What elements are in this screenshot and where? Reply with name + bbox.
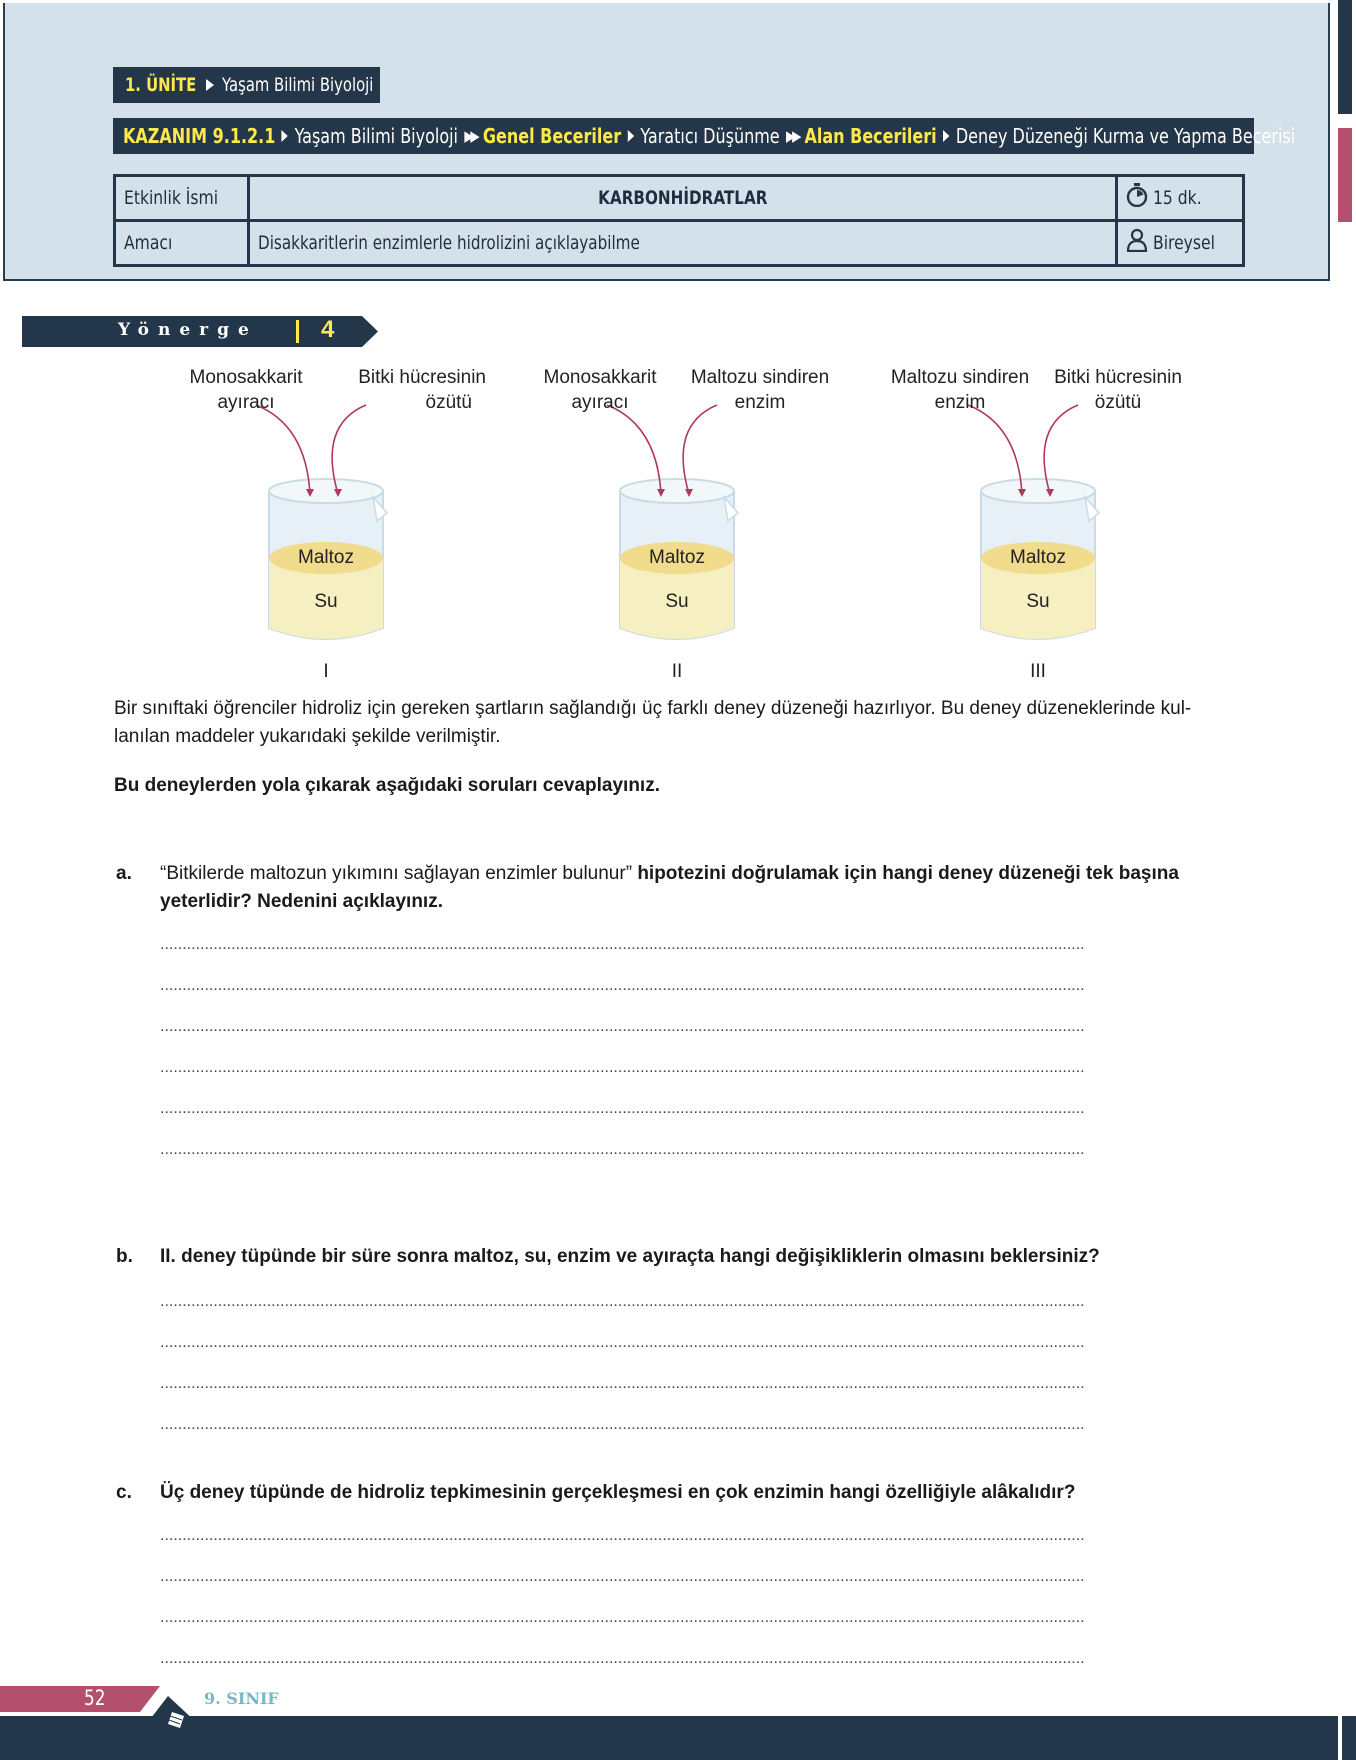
grade-label: 9. SINIF [204,1689,279,1708]
activity-name-label: Etkinlik İsmi [124,186,219,209]
label-line: özütü [1094,392,1142,413]
caret-right-icon [943,130,949,142]
answer-line[interactable]: ................................................................................................................................................................................................................ [160,1609,1085,1626]
caret-right-icon [282,130,288,142]
label-line: Monosakkarit [189,367,303,388]
intro-paragraph [114,695,1244,751]
purpose-text: Disakkaritlerin enzimlerle hidrolizini açıklayabilme [257,231,640,254]
activity-name: KARBONHİDRATLAR [597,186,767,209]
beaker-3-water: Su [1026,591,1050,612]
label-line: ayıracı [571,392,629,413]
setup-1-left-label [166,365,326,415]
label-line: enzim [734,392,786,413]
answer-area-a[interactable] [160,935,1226,1160]
setup-1-right-label [326,365,486,415]
label-line: Maltozu sindiren [890,367,1030,388]
unit-strip [113,67,380,103]
unit-label: 1. ÜNİTE [125,74,197,96]
beaker-rim [269,479,383,503]
intro-directive: Bu deneylerden yola çıkarak aşağıdaki soruları cevaplayınız. [114,775,660,796]
general-skill: Yaratıcı Düşünme [640,124,780,148]
purpose-cell [248,221,1116,266]
experiment-figure [0,365,1356,685]
question-a-bold: yeterlidir? Nedenini açıklayınız. [160,891,443,912]
footer [0,1686,1356,1760]
answer-line[interactable]: ................................................................................................................................................................................................................ [160,1100,1085,1117]
edge-bar-dark [1338,0,1352,114]
setup-3-left-label [880,365,1040,415]
purpose-label: Amacı [124,231,173,254]
field-skill: Deney Düzeneği Kurma ve Yapma Becerisi [955,124,1296,148]
instruction-label: Yönerge [118,320,258,340]
beaker-rim [981,479,1095,503]
beaker-2-maltose: Maltoz [649,547,705,568]
edge-bar-pink [1338,128,1352,222]
label-line: ayıracı [217,392,275,413]
beaker-1-numeral: I [323,661,329,682]
label-line: Maltozu sindiren [690,367,830,388]
beaker-3-maltose: Maltoz [1010,547,1066,568]
question-b-text: II. deney tüpünde bir süre sonra maltoz, su, enzim ve ayıraçta hangi değişikliklerin olmasını beklersiniz? [160,1246,1100,1267]
beaker-rim [620,479,734,503]
instruction-banner [22,316,378,347]
unit-title: Yaşam Bilimi Biyoloji [222,74,374,96]
question-a-letter: a. [116,863,132,884]
label-line: enzim [934,392,986,413]
question-a-quote: “Bitkilerde maltozun yıkımını sağlayan enzimler bulunur” [160,863,633,884]
kazanim-strip [113,118,1296,154]
intro-line: Bir sınıftaki öğrenciler hidroliz için gereken şartların sağlandığı üç farklı deney düzeneği hazırlıyor. Bu deney düzeneklerinde kul- [114,698,1192,719]
page-number: 52 [84,1686,106,1710]
double-caret-icon: ▶▶ [464,127,477,145]
caret-right-icon [206,79,214,91]
activity-name-label-cell [115,176,249,221]
answer-line[interactable]: ................................................................................................................................................................................................................ [160,1375,1085,1392]
answer-line[interactable]: ................................................................................................................................................................................................................ [160,1527,1085,1544]
answer-area-b[interactable] [160,1292,1226,1435]
beaker-2-water: Su [665,591,689,612]
setup-2-right-label [680,365,840,415]
answer-line[interactable]: ................................................................................................................................................................................................................ [160,1416,1085,1433]
duration-text: 15 dk. [1153,187,1202,209]
double-caret-icon: ▶▶ [786,127,799,145]
answer-line[interactable]: ................................................................................................................................................................................................................ [160,1018,1085,1035]
answer-line[interactable]: ................................................................................................................................................................................................................ [160,1334,1085,1351]
field-skills-label: Alan Becerileri [804,124,937,148]
question-c-letter: c. [116,1482,132,1503]
stopwatch-icon [1126,183,1148,213]
question-c-text: Üç deney tüpünde de hidroliz tepkimesinin gerçekleşmesi en çok enzimin hangi özelliğiyle alâkalıdır? [160,1482,1076,1503]
activity-name-cell [248,176,1116,221]
person-icon [1126,228,1148,258]
answer-line[interactable]: ................................................................................................................................................................................................................ [160,936,1085,953]
kazanim-label: KAZANIM 9.1.2.1 [123,124,276,148]
label-line: Monosakkarit [543,367,657,388]
setup-3-right-label [1038,365,1198,415]
label-line: özütü [425,392,472,413]
mode-text: Bireysel [1153,232,1216,254]
beaker-2-numeral: II [671,661,683,682]
mode-cell [1117,221,1244,266]
answer-line[interactable]: ................................................................................................................................................................................................................ [160,1293,1085,1310]
answer-line[interactable]: ................................................................................................................................................................................................................ [160,977,1085,994]
kazanim-subject: Yaşam Bilimi Biyoloji [294,124,458,148]
answer-line[interactable]: ................................................................................................................................................................................................................ [160,1568,1085,1585]
general-skills-label: Genel Beceriler [482,124,622,148]
beaker-1-water: Su [314,591,338,612]
answer-line[interactable]: ................................................................................................................................................................................................................ [160,1059,1085,1076]
question-a-text [160,860,1250,916]
intro-line: lanılan maddeler yukarıdaki şekilde verilmiştir. [114,726,501,747]
label-line: Bitki hücresinin [358,367,486,388]
answer-line[interactable]: ................................................................................................................................................................................................................ [160,1650,1085,1667]
beaker-3-numeral: III [1030,661,1046,682]
duration-cell [1117,176,1244,221]
instruction-number: 4 [321,316,335,343]
setup-2-left-label [520,365,680,415]
question-a-bold: hipotezini doğrulamak için hangi deney düzeneği tek başına [637,863,1179,884]
activity-info-table [113,174,1245,267]
beaker-1-maltose: Maltoz [298,547,354,568]
question-b-letter: b. [116,1246,133,1267]
purpose-label-cell [115,221,249,266]
answer-area-c[interactable] [160,1526,1226,1669]
caret-right-icon [628,130,634,142]
answer-line[interactable]: ................................................................................................................................................................................................................ [160,1141,1085,1158]
label-line: Bitki hücresinin [1054,367,1182,388]
